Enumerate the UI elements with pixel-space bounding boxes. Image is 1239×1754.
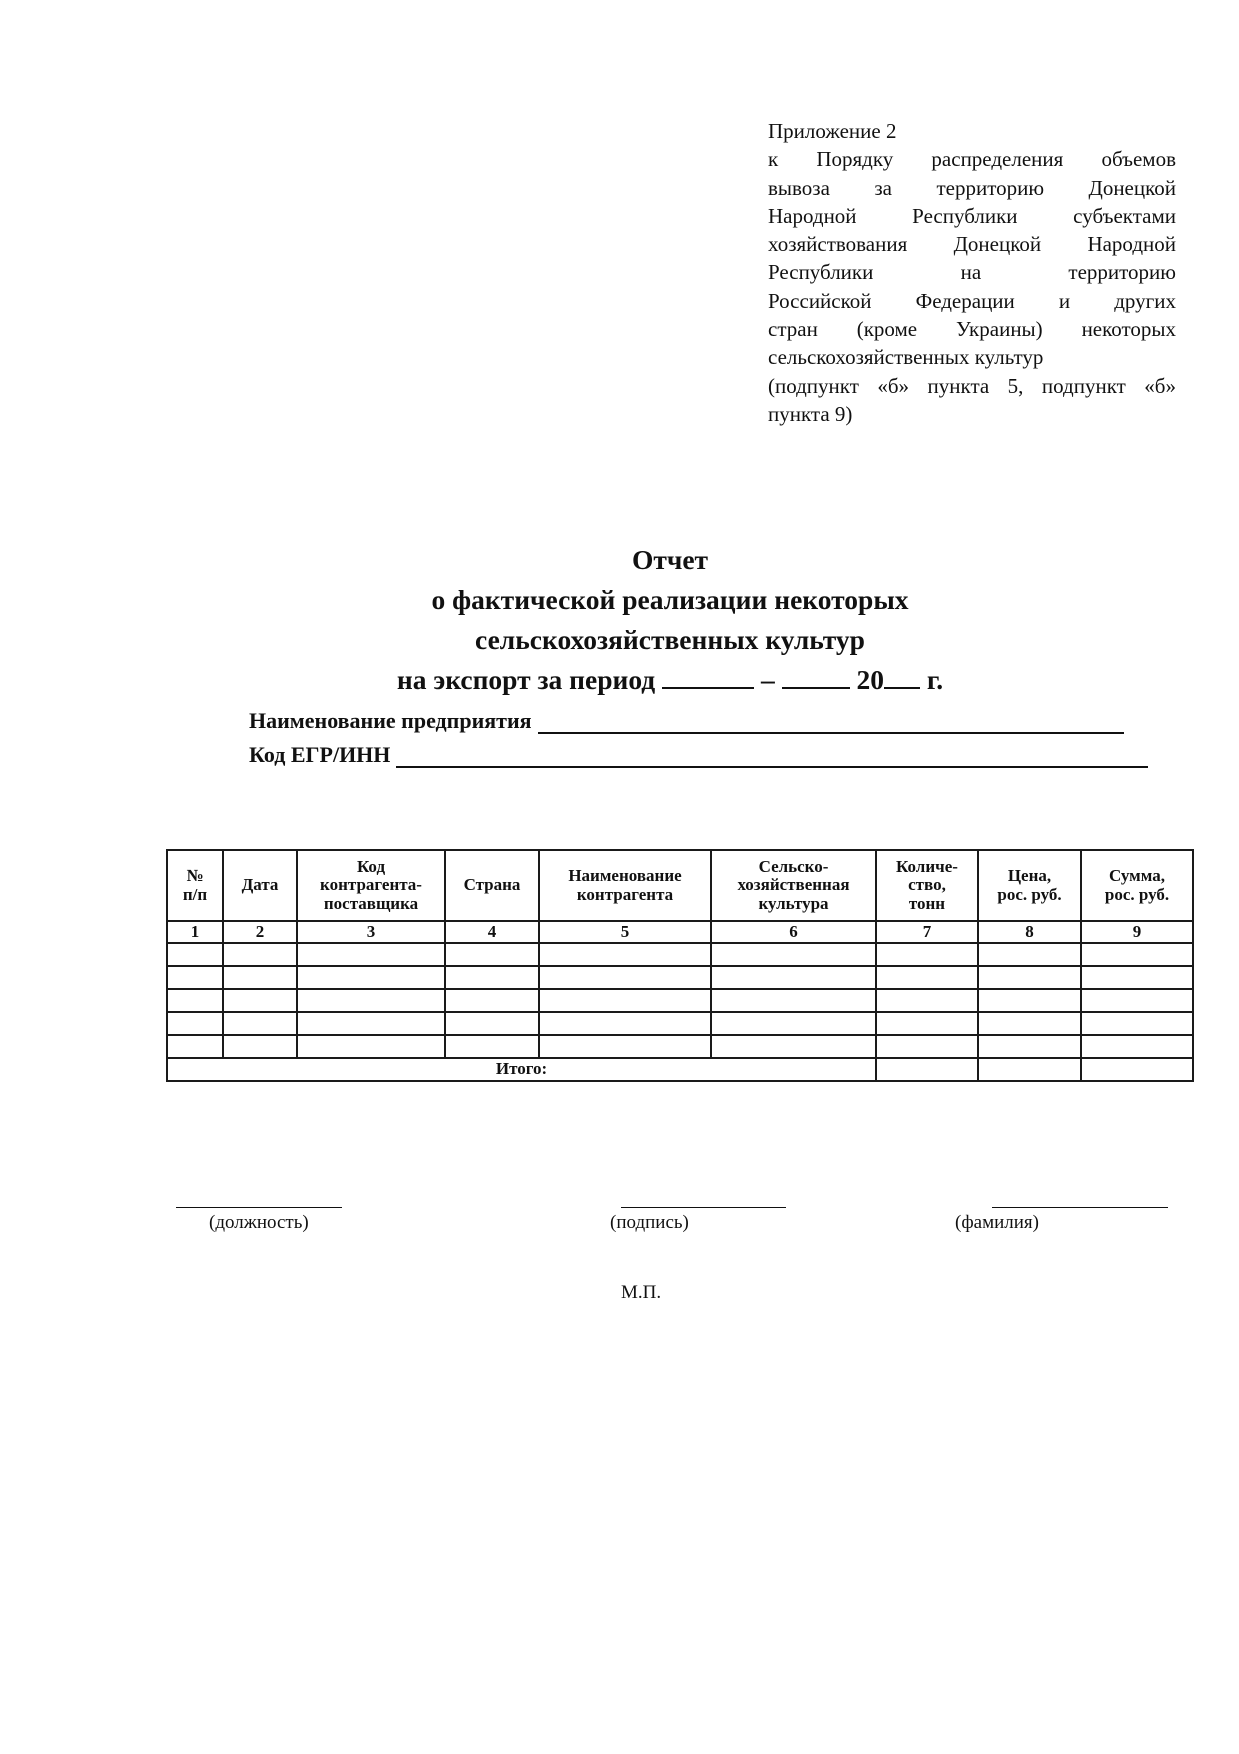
signature-label: (подпись) bbox=[610, 1212, 689, 1233]
position-signature-line[interactable] bbox=[176, 1207, 342, 1208]
appendix-line: к Порядку распределения объемов bbox=[768, 147, 1176, 172]
table-cell[interactable] bbox=[876, 966, 978, 989]
table-cell[interactable] bbox=[876, 989, 978, 1012]
table-cell[interactable] bbox=[223, 1035, 297, 1058]
table-cell[interactable] bbox=[297, 966, 445, 989]
table-cell[interactable] bbox=[876, 1035, 978, 1058]
report-table bbox=[166, 849, 1194, 1082]
period-dash: – bbox=[760, 664, 775, 695]
table-row bbox=[167, 1012, 1193, 1035]
stamp-placeholder: М.П. bbox=[621, 1282, 662, 1303]
table-row bbox=[167, 943, 1193, 966]
table-cell[interactable] bbox=[1081, 1035, 1193, 1058]
appendix-line: Российской Федерации и других bbox=[768, 288, 1176, 313]
header-supplier-code: Код контрагента- поставщика bbox=[297, 850, 445, 921]
table-cell[interactable] bbox=[539, 989, 711, 1012]
table-cell[interactable] bbox=[223, 943, 297, 966]
header-amount: Сумма, рос. руб. bbox=[1081, 850, 1193, 921]
period-end-blank[interactable] bbox=[782, 661, 850, 689]
header-quantity: Количе- ство, тонн bbox=[876, 850, 978, 921]
table-cell[interactable] bbox=[167, 966, 223, 989]
table-cell[interactable] bbox=[876, 1012, 978, 1035]
appendix-line: хозяйствования Донецкой Народной bbox=[768, 232, 1176, 257]
total-row bbox=[167, 1058, 1193, 1081]
appendix-title: Приложение 2 bbox=[768, 119, 897, 143]
appendix-line: Народной Республики субъектами bbox=[768, 203, 1176, 228]
appendix-line: Республики на территорию bbox=[768, 260, 1176, 285]
column-number: 5 bbox=[539, 921, 711, 943]
company-name-field bbox=[249, 708, 1124, 734]
header-country: Страна bbox=[445, 850, 539, 921]
table-cell[interactable] bbox=[539, 1012, 711, 1035]
table-cell[interactable] bbox=[445, 1035, 539, 1058]
column-number: 1 bbox=[167, 921, 223, 943]
table-cell[interactable] bbox=[978, 966, 1081, 989]
table-cell[interactable] bbox=[539, 1035, 711, 1058]
table-cell[interactable] bbox=[445, 989, 539, 1012]
header-crop: Сельско- хозяйственная культура bbox=[711, 850, 876, 921]
table-cell[interactable] bbox=[978, 1035, 1081, 1058]
year-blank[interactable] bbox=[884, 661, 920, 689]
report-title-line: о фактической реализации некоторых bbox=[431, 584, 909, 615]
table-cell[interactable] bbox=[223, 989, 297, 1012]
table-cell[interactable] bbox=[445, 943, 539, 966]
table-cell[interactable] bbox=[167, 1012, 223, 1035]
appendix-line: стран (кроме Украины) некоторых bbox=[768, 317, 1176, 342]
table-row bbox=[167, 989, 1193, 1012]
table-cell[interactable] bbox=[539, 966, 711, 989]
table-cell[interactable] bbox=[711, 989, 876, 1012]
column-number: 4 bbox=[445, 921, 539, 943]
surname-label: (фамилия) bbox=[955, 1212, 1039, 1233]
table-cell[interactable] bbox=[978, 1012, 1081, 1035]
appendix-line: пункта 9) bbox=[768, 401, 853, 426]
table-row bbox=[167, 1035, 1193, 1058]
registry-code-label: Код ЕГР/ИНН bbox=[249, 742, 391, 767]
table-cell[interactable] bbox=[297, 989, 445, 1012]
surname-signature-line[interactable] bbox=[992, 1207, 1168, 1208]
registry-code-input[interactable] bbox=[396, 746, 1148, 768]
table-cell[interactable] bbox=[445, 1012, 539, 1035]
table-cell[interactable] bbox=[876, 943, 978, 966]
column-number: 3 bbox=[297, 921, 445, 943]
table-cell[interactable] bbox=[978, 943, 1081, 966]
table-cell[interactable] bbox=[1081, 1012, 1193, 1035]
column-number: 9 bbox=[1081, 921, 1193, 943]
report-title-line: сельскохозяйственных культур bbox=[475, 624, 865, 655]
appendix-line: (подпункт «б» пункта 5, подпункт «б» bbox=[768, 373, 1176, 398]
year-prefix: 20 bbox=[856, 664, 884, 695]
table-cell[interactable] bbox=[539, 943, 711, 966]
header-price: Цена, рос. руб. bbox=[978, 850, 1081, 921]
header-counterparty-name: Наименование контрагента bbox=[539, 850, 711, 921]
header-number: № п/п bbox=[167, 850, 223, 921]
table-cell[interactable] bbox=[711, 966, 876, 989]
report-period-line bbox=[300, 660, 1040, 700]
table-cell[interactable] bbox=[1081, 943, 1193, 966]
table-cell[interactable] bbox=[167, 943, 223, 966]
table-cell[interactable] bbox=[223, 966, 297, 989]
table-cell[interactable] bbox=[167, 989, 223, 1012]
total-price-cell[interactable] bbox=[978, 1058, 1081, 1081]
table-cell[interactable] bbox=[223, 1012, 297, 1035]
column-number-row bbox=[167, 921, 1193, 943]
table-row bbox=[167, 966, 1193, 989]
table-cell[interactable] bbox=[711, 1012, 876, 1035]
total-label: Итого: bbox=[167, 1058, 876, 1081]
table-cell[interactable] bbox=[978, 989, 1081, 1012]
total-amount-cell[interactable] bbox=[1081, 1058, 1193, 1081]
column-number: 6 bbox=[711, 921, 876, 943]
registry-code-field bbox=[249, 742, 1148, 768]
table-cell[interactable] bbox=[297, 1012, 445, 1035]
table-cell[interactable] bbox=[1081, 989, 1193, 1012]
position-label: (должность) bbox=[209, 1212, 309, 1233]
period-start-blank[interactable] bbox=[662, 661, 754, 689]
appendix-line: вывоза за территорию Донецкой bbox=[768, 175, 1176, 200]
table-cell[interactable] bbox=[711, 943, 876, 966]
company-name-label: Наименование предприятия bbox=[249, 708, 532, 733]
column-number: 2 bbox=[223, 921, 297, 943]
report-title bbox=[300, 540, 1040, 700]
column-number: 7 bbox=[876, 921, 978, 943]
table-cell[interactable] bbox=[297, 943, 445, 966]
table-cell[interactable] bbox=[445, 966, 539, 989]
table-cell[interactable] bbox=[297, 1035, 445, 1058]
table-cell[interactable] bbox=[1081, 966, 1193, 989]
year-suffix: г. bbox=[926, 664, 944, 695]
table-cell[interactable] bbox=[711, 1035, 876, 1058]
column-number: 8 bbox=[978, 921, 1081, 943]
report-title-line: Отчет bbox=[631, 544, 709, 575]
appendix-note bbox=[768, 117, 1176, 428]
header-date: Дата bbox=[223, 850, 297, 921]
table-cell[interactable] bbox=[167, 1035, 223, 1058]
period-prefix: на экспорт за период bbox=[396, 664, 656, 695]
total-quantity-cell[interactable] bbox=[876, 1058, 978, 1081]
appendix-line: сельскохозяйственных культур bbox=[768, 345, 1044, 370]
signature-line[interactable] bbox=[621, 1207, 786, 1208]
company-name-input[interactable] bbox=[538, 712, 1124, 734]
table-header-row bbox=[167, 850, 1193, 921]
